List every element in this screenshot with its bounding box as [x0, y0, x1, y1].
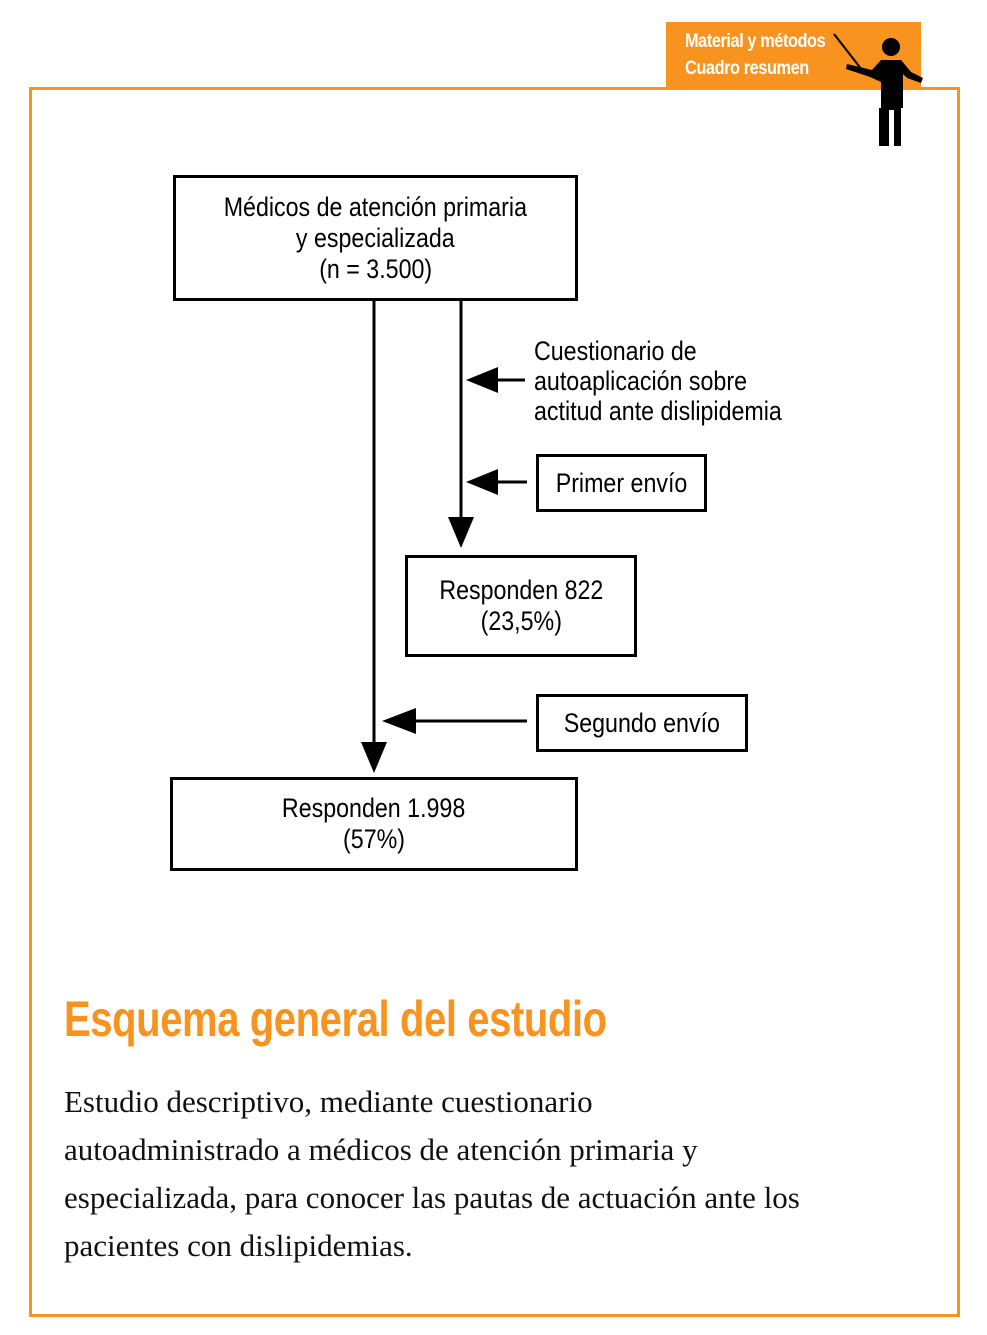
second-mailing-label: Segundo envío: [563, 707, 721, 738]
arrow-to-first-responders: [448, 517, 474, 548]
population-count: (n = 3.500): [319, 253, 432, 284]
arrow-questionnaire: [466, 367, 498, 393]
questionnaire-label: [534, 336, 822, 426]
arrow-second-mailing: [382, 708, 416, 734]
description-line: autoadministrado a médicos de atención primaria y: [64, 1132, 698, 1167]
first-mailing-box: [536, 454, 707, 512]
second-mailing-box: [536, 694, 748, 752]
total-responders-box: [170, 777, 578, 871]
first-responders-box: [405, 555, 637, 657]
first-mailing-label: Primer envío: [555, 467, 688, 498]
first-responders-percent: (23,5%): [480, 606, 562, 636]
description-line: Estudio descriptivo, mediante cuestionario: [64, 1084, 593, 1119]
population-line-2: y especializada: [296, 222, 455, 253]
questionnaire-line-3: actitud ante dislipidemia: [534, 396, 782, 426]
total-responders-percent: (57%): [343, 824, 405, 854]
population-box: [173, 175, 578, 301]
first-responders-count: Responden 822: [439, 575, 603, 605]
description-line: especializada, para conocer las pautas de actuación ante los: [64, 1180, 800, 1215]
arrow-first-mailing: [466, 469, 498, 495]
tab-subtitle: Cuadro resumen: [685, 58, 809, 79]
section-title: Esquema general del estudio: [64, 991, 607, 1047]
study-description: [64, 1078, 944, 1270]
arrow-to-total: [361, 742, 387, 773]
tab-title: Material y métodos: [685, 31, 826, 52]
questionnaire-line-1: Cuestionario de: [534, 336, 697, 366]
population-line-1: Médicos de atención primaria: [223, 191, 528, 222]
description-line: pacientes con dislipidemias.: [64, 1228, 413, 1263]
questionnaire-line-2: autoaplicación sobre: [534, 366, 747, 396]
total-responders-count: Responden 1.998: [282, 793, 466, 823]
